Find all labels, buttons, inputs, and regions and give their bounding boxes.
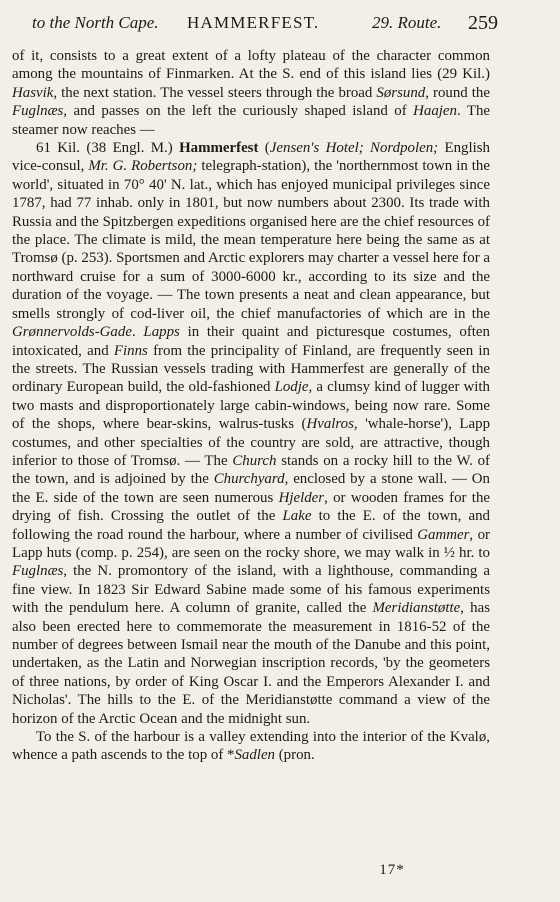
header-route-number: 29. Route. [372,13,442,32]
italic-term: Sørsund [376,84,426,101]
running-header [32,9,498,37]
text-run: , a clumsy kind of lugger with two masts and disproportionately large cabin-windows, being now rare. Some of the shops, where bear-skins, walrus-tusks ( [12,379,491,433]
text-run: stands on a rocky hill to the W. of the town, and is adjoined by the [12,452,491,488]
text-run: . The steamer now reaches — [12,103,490,138]
text-run: , round the [425,84,490,101]
text-run: , or wooden frames for the drying of fish. Crossing the outlet of the [12,489,490,525]
text-run: English vice-consul, [12,140,490,175]
text-run: , and passes on the left the curiously shaped island of [63,103,414,120]
text-run: , 'whale-horse'), Lapp costumes, and other specialties of the country are sold, are attractive, though inferior to those of Tromsø. — The [12,416,491,469]
page-number: 259 [468,12,498,34]
italic-term: Churchyard [213,471,285,488]
text-run: , the N. promontory of the island, with a lighthouse, commanding a fine view. In 1823 Sir Edward Sabine made some of his famous experiments with the pendulum here. A column of granite, called the [12,563,490,617]
text-run: 61 Kil. (38 Engl. M.) [36,140,180,157]
text-run: (pron. [275,747,315,764]
italic-term: Fuglnæs [12,103,64,120]
paragraph-continuation [12,47,490,139]
italic-term: Jensen's Hotel; Nordpolen; [269,140,439,157]
italic-term: Fuglnæs [12,563,64,580]
text-run: , the next station. The vessel steers through the broad [53,84,377,101]
header-route-title: to the North Cape. [32,13,159,32]
italic-term: Lodje [274,379,309,396]
text-run: in their quaint and picturesque costumes, often intoxicated, and [12,324,490,359]
italic-term: Meridianstøtte [372,600,461,617]
text-run: , or Lapp huts (comp. p. 254), are seen on the rocky shore, we may walk in ½ hr. to [12,526,490,561]
italic-term: Church [232,452,277,469]
italic-term: Hvalros [306,416,354,433]
header-town-name: HAMMERFEST. [187,13,320,32]
italic-term: Haajen [413,103,457,120]
paragraph-harbour-valley [12,728,490,765]
italic-term: Lake [282,508,312,525]
text-run: ( [258,140,270,157]
text-run: , has also been erected here to commemorate the measurement in 1816-52 of the number of degrees between Ismail near the mouth of the Danube and this point, undertaken, as the Latin and Norwegian inscription records, 'by the geometers of three nations, by order of King Oscar I. and the Emperors Alexander I. and Nicholas'. The hills to the E. of the Meridianstøtte command a view of the horizon of the Arctic Ocean and the midnight sun. [12,600,490,727]
text-run: of it, consists to a great extent of a lofty plateau of the character common among the mountains of Finmarken. At the S. end of this island lies (29 Kil.) [12,48,490,83]
italic-term: Grønnervolds-Gade [12,324,132,341]
italic-term: Gammer [417,526,470,543]
italic-term: Finns [113,342,148,359]
italic-term: Hjelder [278,489,325,506]
text-run: To the S. of the harbour is a valley extending into the interior of the Kvalø, whence a path ascends to the top of * [12,729,490,764]
italic-term: Mr. G. Robertson; [88,158,198,175]
bold-heading: Hammerfest [179,140,259,157]
text-run: telegraph-station), the 'northernmost town in the world', situated in 70° 40' N. lat., which has enjoyed municipal privileges since 1787, had 77 inhab. only in 1801, but now numbers about 2300. Its trade with Russia and the Spitzbergen expeditions organised here are the chief resources of the place. The climate is mild, the mean temperature here being the same as at Tromsø (p. 253). Sportsmen and Arctic explorers may charter a vessel here for a northward cruise for a sum of 3000-6000 kr., according to its size and the duration of the voyage. — The town presents a neat and clean appearance, but smells strongly of cod-liver oil, the chief manufactories of which are in the [12,158,490,322]
text-run: . [131,324,144,341]
text-run: to the E. of the town, and following the road round the harbour, where a number of civilised [12,508,490,543]
paragraph-hammerfest [12,139,490,728]
italic-term: Sadlen [234,747,275,764]
body-text [12,47,490,765]
text-run: from the principality of Finland, are frequently seen in the streets. The Russian vessels trading with Hammerfest are generally of the ordinary European build, the old-fashioned [12,342,490,396]
signature-mark: 17* [379,862,405,878]
italic-term: Lapps [143,324,180,341]
text-run: , enclosed by a stone wall. — On the E. side of the town are seen numerous [12,471,490,506]
italic-term: Hasvik [12,84,54,101]
